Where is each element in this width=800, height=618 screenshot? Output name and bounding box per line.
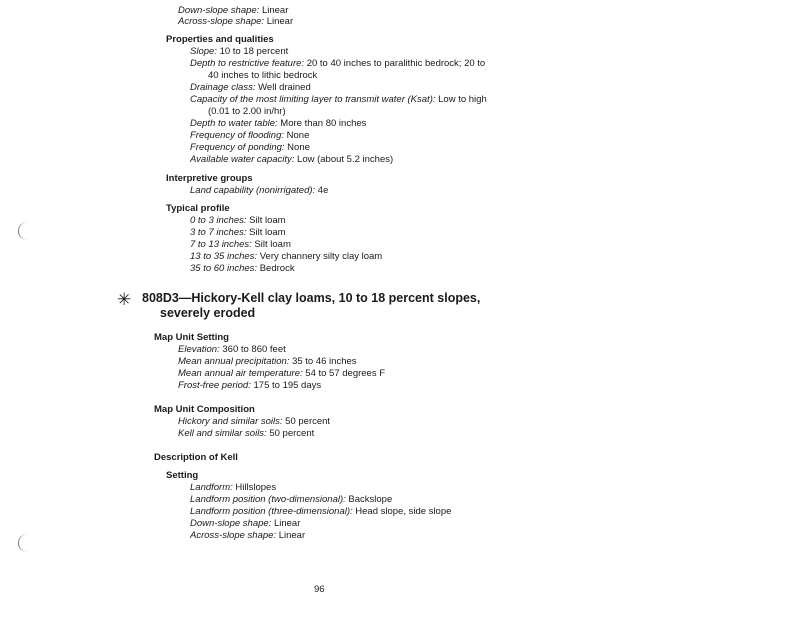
frost-free-line: Frost-free period: 175 to 195 days [178,380,322,391]
map-unit-setting-heading: Map Unit Setting [154,332,229,343]
description-heading: Description of Kell [154,452,238,463]
ponding-line: Frequency of ponding: None [190,142,310,153]
land-capability-line: Land capability (nonirrigated): 4e [190,185,329,196]
slope-line: Slope: 10 to 18 percent [190,46,289,57]
across-slope-line: Across-slope shape: Linear [178,16,294,27]
landform-line: Landform: Hillslopes [190,482,277,493]
capacity-line: Capacity of the most limiting layer to transmit water (Ksat): Low to high [190,94,487,105]
air-temp-line: Mean annual air temperature: 54 to 57 degrees F [178,368,386,379]
down-slope-line-kell: Down-slope shape: Linear [190,518,301,529]
hickory-line: Hickory and similar soils: 50 percent [178,416,331,427]
profile-row: 13 to 35 inches: Very channery silty clay loam [190,251,383,262]
kell-line: Kell and similar soils: 50 percent [178,428,315,439]
binder-hole-mark [18,534,29,552]
flooding-line: Frequency of flooding: None [190,130,310,141]
map-unit-title-cont: severely eroded [160,306,256,320]
down-slope-line: Down-slope shape: Linear [178,5,289,16]
precip-line: Mean annual precipitation: 35 to 46 inches [178,356,357,367]
position-2d-line: Landform position (two-dimensional): Backslope [190,494,393,505]
elevation-line: Elevation: 360 to 860 feet [178,344,286,355]
page-number: 96 [314,584,325,595]
profile-row: 7 to 13 inches: Silt loam [190,239,291,250]
setting-heading: Setting [166,470,199,481]
capacity-continuation: (0.01 to 2.00 in/hr) [208,106,286,117]
binder-hole-mark [18,222,29,240]
profile-row: 3 to 7 inches: Silt loam [190,227,286,238]
profile-heading: Typical profile [166,203,230,214]
composition-heading: Map Unit Composition [154,404,255,415]
map-unit-title: 808D3—Hickory-Kell clay loams, 10 to 18 percent slopes, [142,291,481,305]
profile-row: 35 to 60 inches: Bedrock [190,263,295,274]
profile-row: 0 to 3 inches: Silt loam [190,215,286,226]
position-3d-line: Landform position (three-dimensional): Head slope, side slope [190,506,452,517]
interpretive-heading: Interpretive groups [166,173,253,184]
awc-line: Available water capacity: Low (about 5.2 inches) [190,154,394,165]
depth-restrictive-continuation: 40 inches to lithic bedrock [208,70,318,81]
depth-restrictive-line: Depth to restrictive feature: 20 to 40 inches to paralithic bedrock; 20 to [190,58,486,69]
drainage-line: Drainage class: Well drained [190,82,311,93]
properties-heading: Properties and qualities [166,34,274,45]
asterisk-icon: ✳ [117,290,132,309]
water-table-line: Depth to water table: More than 80 inches [190,118,367,129]
across-slope-line-kell: Across-slope shape: Linear [190,530,306,541]
